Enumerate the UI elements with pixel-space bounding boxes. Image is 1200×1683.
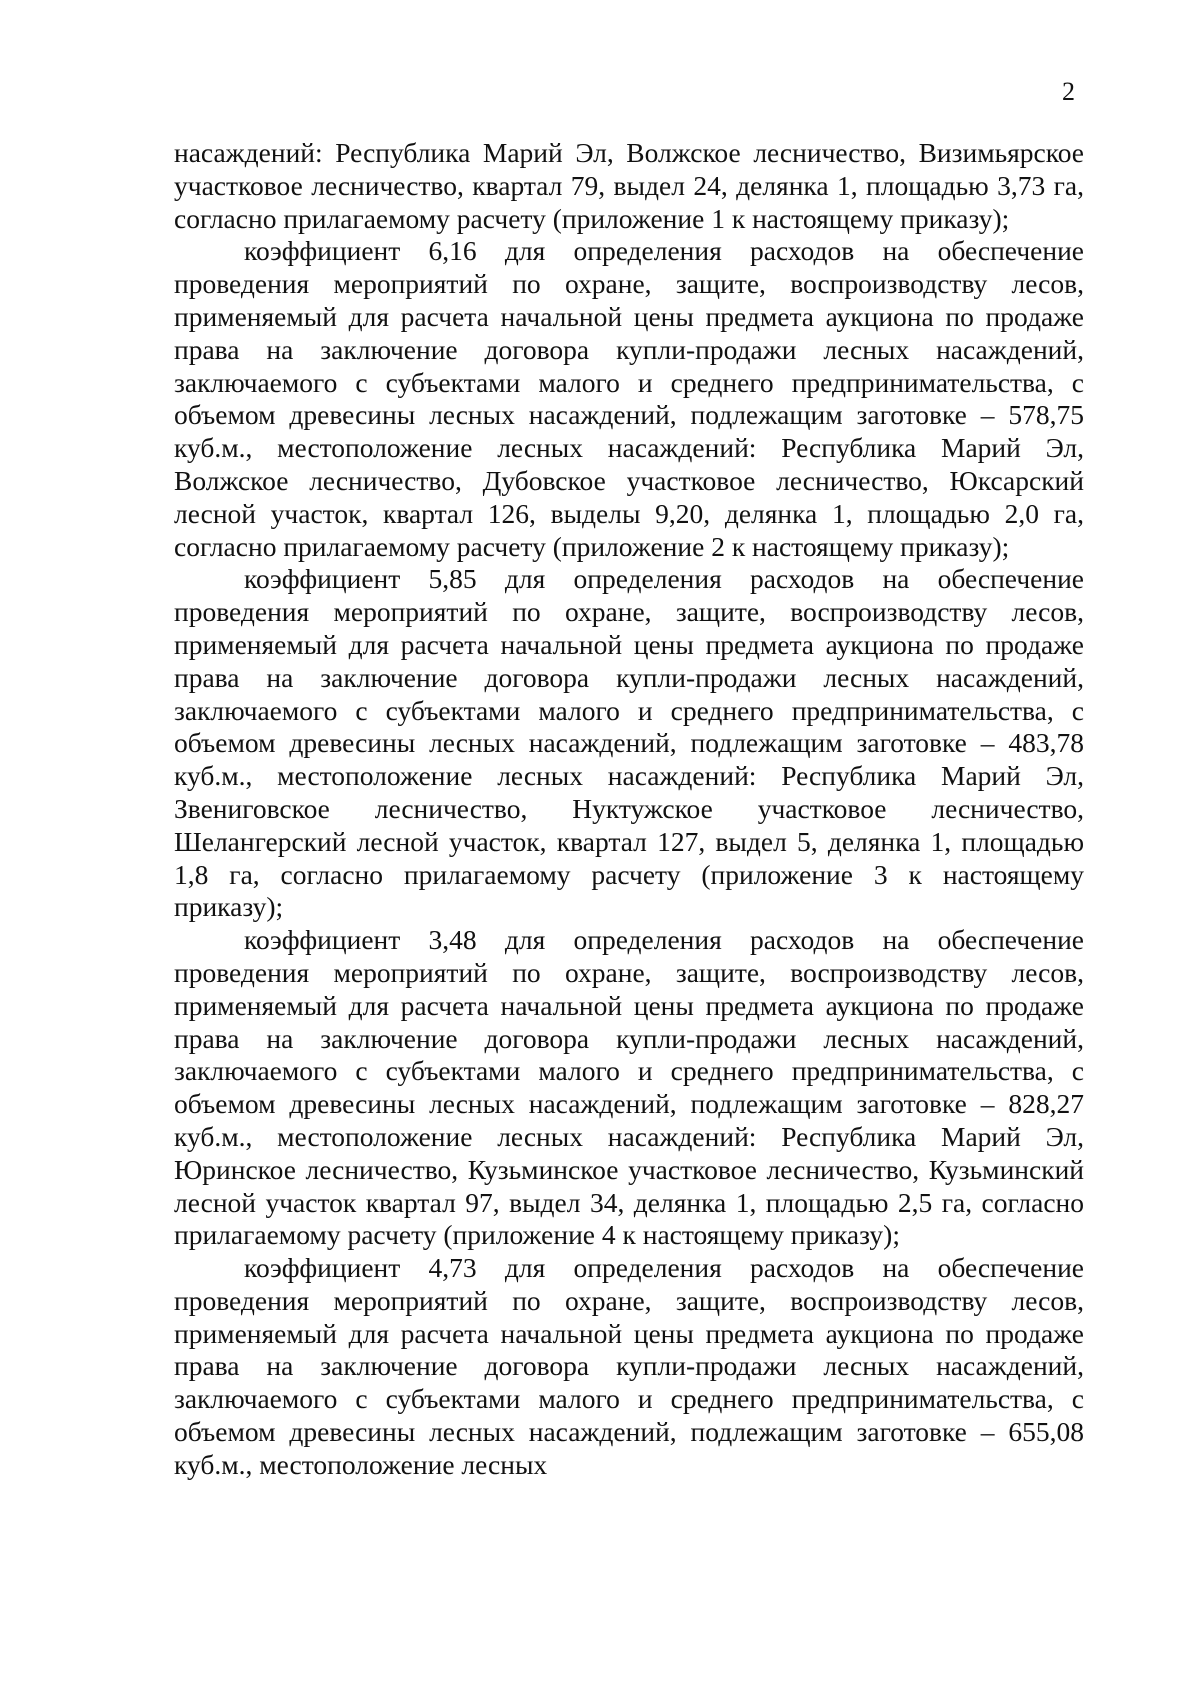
text-line: насаждений, заключаемого с субъектами малого и среднего	[174, 333, 1084, 398]
text-line: по продаже права на заключение договора купли-продажи лесных	[174, 989, 1084, 1054]
text-line: подлежащим заготовке – 655,08 куб.м., местоположение лесных	[174, 1416, 1085, 1480]
text-line: применяемый для расчета начальной цены предмета аукциона	[174, 628, 934, 660]
text-line: участковое лесничество, Юксарский лесной участок, квартал 126, выделы	[174, 464, 1084, 529]
text-line: предпринимательства, с объемом древесины лесных насаждений,	[174, 1383, 1085, 1448]
text-line: площадью 3,73 га, согласно прилагаемому расчету (приложение 1	[174, 169, 1085, 234]
paragraph	[174, 1252, 1084, 1482]
text-line: проведения мероприятий по охране, защите, воспроизводству лесов,	[174, 268, 1084, 300]
paragraph	[174, 235, 1084, 563]
text-line: (приложение 2 к настоящему приказу);	[552, 530, 1010, 562]
text-line: применяемый для расчета начальной цены предмета аукциона	[174, 989, 934, 1021]
text-line: коэффициент 5,85 для определения расходов на обеспечение	[244, 563, 1084, 595]
paragraph	[174, 137, 1084, 235]
text-line: (приложение 4 к настоящему приказу);	[443, 1219, 900, 1251]
text-line: 34, делянка 1, площадью 2,5 га, согласно прилагаемому расчету	[174, 1186, 1085, 1251]
text-line: насаждений, заключаемого с субъектами малого и среднего	[174, 661, 1084, 726]
text-line: по продаже права на заключение договора купли-продажи лесных	[174, 300, 1084, 365]
paragraph	[174, 924, 1084, 1252]
document-body	[174, 137, 1084, 1482]
text-line: Визимьярское участковое лесничество, квартал 79, выдел 24, делянка 1,	[174, 137, 1085, 201]
text-line: подлежащим заготовке – 828,27 куб.м., местоположение лесных	[174, 1088, 1085, 1152]
text-line: насаждений, заключаемого с субъектами малого и среднего	[174, 1350, 1084, 1415]
text-line: насаждений: Республика Марий Эл, Волжское лесничество,	[174, 137, 906, 168]
text-line: применяемый для расчета начальной цены предмета аукциона	[174, 1317, 934, 1349]
text-line: коэффициент 4,73 для определения расходов на обеспечение	[244, 1252, 1084, 1284]
text-line: к настоящему приказу);	[731, 202, 1010, 234]
text-line: применяемый для расчета начальной цены предмета аукциона	[174, 300, 934, 332]
text-line: по продаже права на заключение договора купли-продажи лесных	[174, 628, 1084, 693]
text-line: по продаже права на заключение договора купли-продажи лесных	[174, 1317, 1084, 1382]
text-line: участковое лесничество, Кузьминский лесной участок квартал 97, выдел	[174, 1153, 1085, 1218]
text-line: проведения мероприятий по охране, защите, воспроизводству лесов,	[174, 596, 1084, 628]
text-line: насаждений: Республика Марий Эл, Звениговское лесничество,	[174, 760, 1085, 824]
text-line: проведения мероприятий по охране, защите, воспроизводству лесов,	[174, 1284, 1084, 1316]
text-line: коэффициент 3,48 для определения расходов на обеспечение	[244, 924, 1084, 956]
text-line: квартал 127, выдел 5, делянка 1, площадью 1,8 га, согласно прилагаемому	[174, 825, 1084, 890]
text-line: насаждений: Республика Марий Эл, Юринское лесничество, Кузьминское	[174, 1120, 1085, 1185]
text-line: предпринимательства, с объемом древесины лесных насаждений,	[174, 1055, 1085, 1120]
text-line: 9,20, делянка 1, площадью 2,0 га, согласно прилагаемому расчету	[174, 497, 1084, 562]
text-line: предпринимательства, с объемом древесины лесных насаждений,	[174, 694, 1085, 759]
text-line: насаждений: Республика Марий Эл, Волжское лесничество, Дубовское	[174, 432, 1085, 496]
page-number: 2	[1062, 77, 1075, 106]
text-line: проведения мероприятий по охране, защите, воспроизводству лесов,	[174, 956, 1084, 988]
text-line: предпринимательства, с объемом древесины лесных насаждений,	[174, 366, 1085, 431]
text-line: подлежащим заготовке – 483,78 куб.м., местоположение лесных	[174, 727, 1085, 792]
paragraph	[174, 563, 1084, 924]
text-line: насаждений, заключаемого с субъектами малого и среднего	[174, 1022, 1084, 1087]
text-line: подлежащим заготовке – 578,75 куб.м., местоположение лесных	[174, 399, 1085, 464]
text-line: расчету (приложение 3 к настоящему приказу);	[174, 858, 1085, 923]
text-line: коэффициент 6,16 для определения расходов на обеспечение	[244, 235, 1084, 267]
text-line: Нуктужское участковое лесничество, Шелангерский лесной участок,	[174, 792, 1084, 857]
